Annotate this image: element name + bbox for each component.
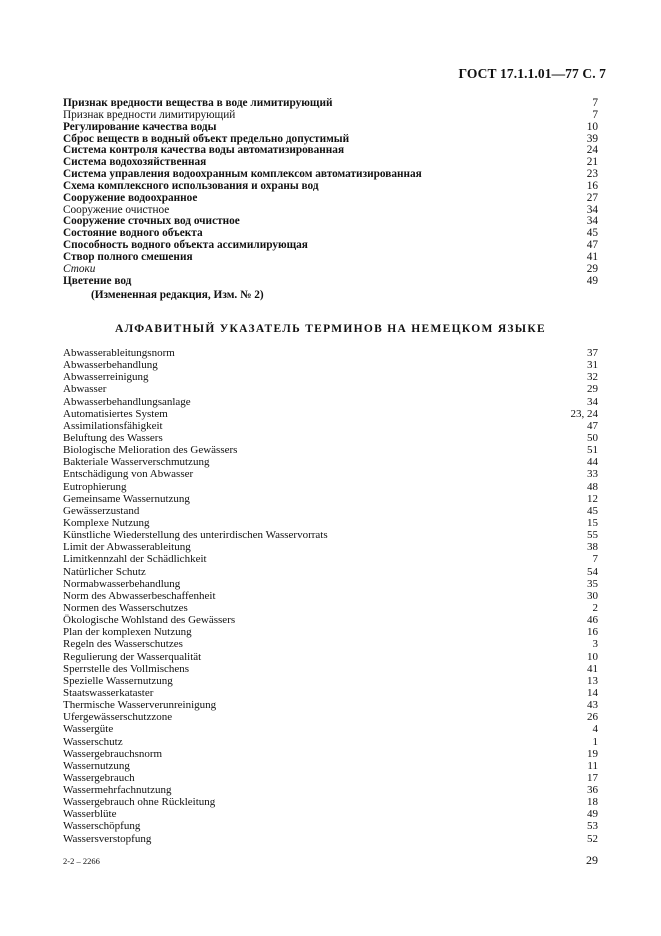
index-term: Abwasserbehandlungsanlage: [63, 395, 191, 408]
index-term: Сооружение очистное: [63, 203, 170, 216]
index-page-ref: 34: [586, 215, 598, 228]
index-term: Entschädigung von Abwasser: [63, 468, 194, 481]
index-page-ref: 44: [587, 456, 598, 469]
index-page-ref: 37: [587, 347, 598, 359]
index-term: Ökologische Wohlstand des Gewässers: [63, 614, 236, 627]
index-page-ref: 45: [586, 227, 598, 240]
index-term: Сооружение сточных вод очистное: [63, 215, 240, 228]
index-page-ref: 2: [592, 601, 598, 614]
index-term: Wassernutzung: [63, 759, 130, 772]
index-page-ref: 50: [587, 431, 598, 444]
index-term: Способность водного объекта ассимилирующая: [63, 239, 308, 252]
index-term: Стоки: [63, 262, 96, 275]
index-term: Abwasserableitungsnorm: [63, 347, 175, 359]
index-entry: [63, 796, 598, 808]
index-term: Сброс веществ в водный объект предельно допустимый: [63, 132, 350, 145]
index-entry: [63, 566, 598, 578]
index-page-ref: 17: [587, 771, 598, 784]
index-entry: [63, 456, 598, 468]
index-entry: [63, 110, 598, 122]
index-entry: [63, 772, 598, 784]
index-page-ref: 24: [586, 144, 598, 157]
index-term: Состояние водного объекта: [63, 227, 203, 240]
german-index-title: АЛФАВИТНЫЙ УКАЗАТЕЛЬ ТЕРМИНОВ НА НЕМЕЦКОМ ЯЗЫКЕ: [114, 323, 546, 335]
index-term: Признак вредности лимитирующий: [63, 108, 236, 121]
index-page-ref: 4: [592, 723, 598, 736]
index-page-ref: 47: [587, 419, 598, 432]
index-page-ref: 7: [592, 108, 598, 121]
index-term: Abwasserbehandlung: [63, 359, 158, 372]
document-header: ГОСТ 17.1.1.01—77 С. 7: [458, 66, 606, 81]
index-entry: [63, 663, 598, 675]
index-term: Ufergewässerschutzzone: [63, 711, 173, 724]
index-term: Wassergebrauch ohne Rückleitung: [63, 796, 216, 809]
index-entry: [63, 408, 598, 420]
index-term: Wassergebrauchsnorm: [63, 747, 163, 760]
index-term: Thermische Wasserverunreinigung: [63, 699, 217, 712]
index-entry: [63, 760, 598, 772]
index-page-ref: 52: [587, 832, 598, 845]
index-entry: [63, 590, 598, 602]
index-term: Цветение вод: [63, 274, 132, 287]
index-page-ref: 7: [592, 553, 598, 566]
index-page-ref: 29: [586, 262, 598, 275]
index-entry: [63, 444, 598, 456]
index-entry: [63, 529, 598, 541]
index-entry: [63, 748, 598, 760]
index-entry: [63, 432, 598, 444]
index-term: Limitkennzahl der Schädlichkeit: [63, 553, 207, 566]
index-entry: [63, 359, 598, 371]
index-term: Beluftung des Wassers: [63, 431, 163, 444]
index-page-ref: 26: [587, 711, 598, 724]
index-page-ref: 33: [587, 468, 598, 481]
index-term: Wasserschutz: [63, 735, 123, 748]
index-entry: [63, 578, 598, 590]
index-entry: [63, 553, 598, 565]
index-page-ref: 16: [586, 179, 598, 192]
index-page-ref: 23: [586, 168, 598, 181]
index-page-ref: 29: [587, 383, 598, 396]
index-entry: [63, 276, 598, 288]
index-page-ref: 16: [587, 626, 598, 639]
index-term: Plan der komplexen Nutzung: [63, 626, 192, 639]
index-entry: [63, 481, 598, 493]
index-page-ref: 14: [587, 686, 598, 699]
index-entry: [63, 541, 598, 553]
index-page-ref: 27: [586, 191, 598, 204]
index-entry: [63, 626, 598, 638]
index-page-ref: 34: [587, 395, 598, 408]
index-page-ref: 32: [587, 371, 598, 384]
index-entry: [63, 638, 598, 650]
index-entry: [63, 122, 598, 134]
index-term: Regulierung der Wasserqualität: [63, 650, 202, 663]
index-entry: [63, 468, 598, 480]
index-term: Spezielle Wassernutzung: [63, 674, 173, 687]
index-term: Створ полного смешения: [63, 250, 193, 263]
index-term: Bakteriale Wasserverschmutzung: [63, 456, 210, 469]
index-page-ref: 49: [586, 274, 598, 287]
index-term: Staatswasserkataster: [63, 686, 154, 699]
index-term: Система водохозяйственная: [63, 156, 207, 169]
index-page-ref: 47: [586, 239, 598, 252]
index-term: Eutrophierung: [63, 480, 127, 493]
index-entry: [63, 264, 598, 276]
index-page-ref: 35: [587, 577, 598, 590]
index-term: Система управления водоохранным комплексом автоматизированная: [63, 168, 422, 181]
index-term: Regeln des Wasserschutzes: [63, 638, 183, 651]
index-entry: [63, 723, 598, 735]
index-page-ref: 1: [592, 735, 598, 748]
page-number: 29: [586, 853, 598, 867]
russian-term-index: [63, 98, 598, 288]
index-page-ref: 7: [592, 97, 598, 109]
index-entry: [63, 252, 598, 264]
index-term: Gemeinsame Wassernutzung: [63, 492, 190, 505]
index-page-ref: 19: [587, 747, 598, 760]
index-term: Gewässerzustand: [63, 504, 140, 517]
index-page-ref: 39: [586, 132, 598, 145]
index-page-ref: 41: [586, 250, 598, 263]
index-term: Normabwasserbehandlung: [63, 577, 181, 590]
index-page-ref: 3: [592, 638, 598, 651]
index-entry: [63, 808, 598, 820]
print-code: 2-2 – 2266: [63, 856, 100, 866]
index-page-ref: 48: [587, 480, 598, 493]
index-entry: [63, 675, 598, 687]
index-page-ref: 31: [587, 359, 598, 372]
index-page-ref: 34: [586, 203, 598, 216]
index-term: Komplexe Nutzung: [63, 516, 150, 529]
index-entry: [63, 602, 598, 614]
index-term: Wassersverstopfung: [63, 832, 152, 845]
index-page-ref: 49: [587, 808, 598, 821]
index-page-ref: 11: [587, 759, 598, 772]
index-term: Limit der Abwasserableitung: [63, 541, 191, 554]
index-page-ref: 46: [587, 614, 598, 627]
index-term: Wassergüte: [63, 723, 114, 736]
index-term: Künstliche Wiederstellung des unterirdischen Wasservorrats: [63, 529, 328, 542]
index-entry: [63, 687, 598, 699]
index-term: Abwasser: [63, 383, 107, 396]
index-term: Natürlicher Schutz: [63, 565, 146, 578]
index-page-ref: 51: [587, 444, 598, 457]
index-page-ref: 23, 24: [570, 407, 598, 420]
index-entry: [63, 181, 598, 193]
index-entry: [63, 371, 598, 383]
index-term: Wasserblüte: [63, 808, 117, 821]
index-entry: [63, 711, 598, 723]
index-term: Wassergebrauch: [63, 771, 135, 784]
index-page-ref: 36: [587, 784, 598, 797]
index-entry: [63, 420, 598, 432]
index-page-ref: 53: [587, 820, 598, 833]
index-page-ref: 18: [587, 796, 598, 809]
index-term: Assimilationsfähigkeit: [63, 419, 163, 432]
index-entry: [63, 820, 598, 832]
index-page-ref: 15: [587, 516, 598, 529]
index-page-ref: 43: [587, 699, 598, 712]
index-term: Normen des Wasserschutzes: [63, 601, 188, 614]
index-term: Norm des Abwasserbeschaffenheit: [63, 589, 216, 602]
index-page-ref: 13: [587, 674, 598, 687]
index-term: Sperrstelle des Vollmischens: [63, 662, 190, 675]
index-entry: [63, 493, 598, 505]
index-entry: [63, 736, 598, 748]
index-term: Регулирование качества воды: [63, 120, 217, 133]
index-term: Automatisiertes System: [63, 407, 168, 420]
index-term: Схема комплексного использования и охраны вод: [63, 179, 319, 192]
index-entry: [63, 347, 598, 359]
index-term: Wasserschöpfung: [63, 820, 141, 833]
index-page-ref: 30: [587, 589, 598, 602]
index-entry: [63, 396, 598, 408]
index-entry: [63, 651, 598, 663]
index-entry: [63, 699, 598, 711]
index-term: Abwasserreinigung: [63, 371, 149, 384]
index-page-ref: 10: [587, 650, 598, 663]
index-term: Сооружение водоохранное: [63, 191, 198, 204]
index-term: Wassermehrfachnutzung: [63, 784, 172, 797]
index-term: Признак вредности вещества в воде лимитирующий: [63, 97, 333, 109]
index-entry: [63, 517, 598, 529]
index-page-ref: 21: [586, 156, 598, 169]
index-page-ref: 38: [587, 541, 598, 554]
index-entry: [63, 383, 598, 395]
index-entry: [63, 614, 598, 626]
revision-note: (Измененная редакция, Изм. № 2): [91, 289, 264, 301]
german-term-index: [63, 347, 598, 845]
index-term: Biologische Melioration des Gewässers: [63, 444, 238, 457]
index-entry: [63, 784, 598, 796]
index-entry: [63, 193, 598, 205]
index-page-ref: 10: [586, 120, 598, 133]
index-entry: [63, 833, 598, 845]
index-entry: [63, 505, 598, 517]
index-page-ref: 12: [587, 492, 598, 505]
index-page-ref: 54: [587, 565, 598, 578]
index-page-ref: 41: [587, 662, 598, 675]
index-page-ref: 45: [587, 504, 598, 517]
index-term: Система контроля качества воды автоматизированная: [63, 144, 345, 157]
index-page-ref: 55: [587, 529, 598, 542]
